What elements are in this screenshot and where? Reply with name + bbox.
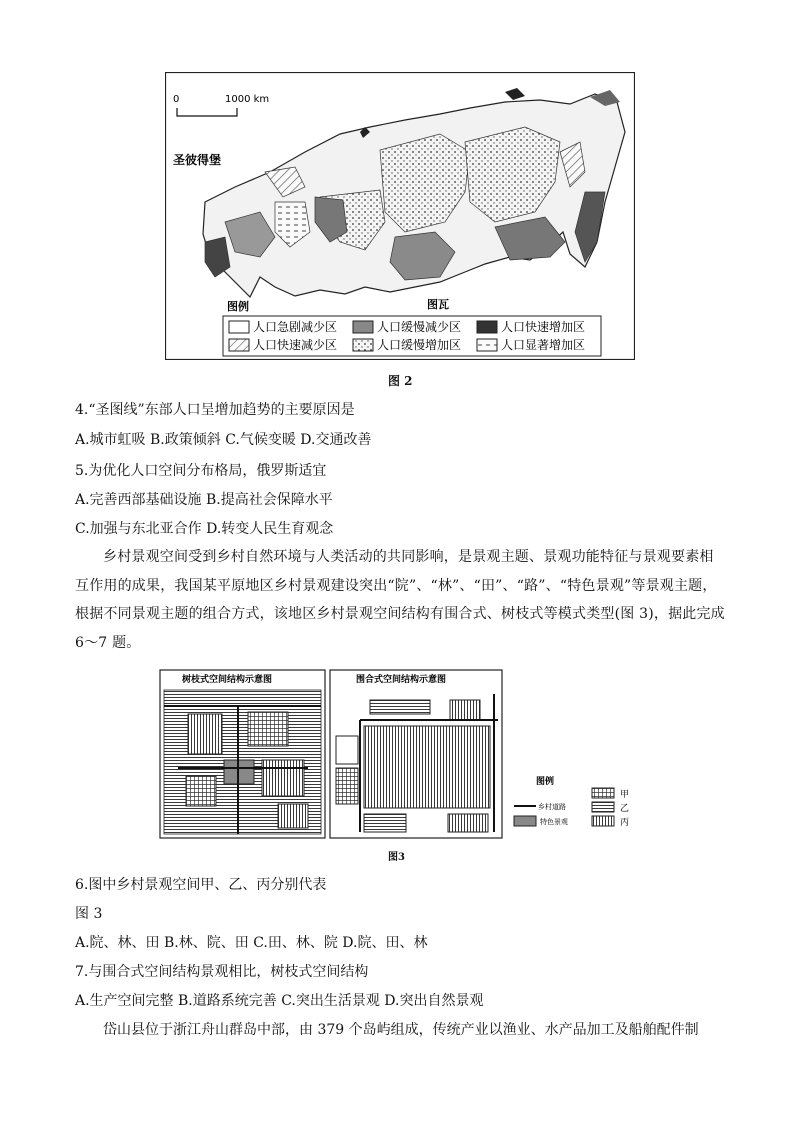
legend-label-yi: 乙	[620, 804, 630, 814]
legend-label-bing: 丙	[620, 818, 630, 828]
figure-2-caption: 图 2	[388, 374, 413, 388]
question-5-options-1: A.完善西部基础设施 B.提高社会保障水平	[75, 492, 333, 508]
right-panel-title: 围合式空间结构示意图	[356, 675, 447, 685]
legend-swatch-slow-decrease	[353, 321, 373, 333]
left-panel-title: 树枝式空间结构示意图	[182, 675, 273, 685]
legend-label-6: 人口显著增加区	[501, 338, 586, 352]
figure-3-caption: 图3	[388, 852, 405, 863]
legend-swatch-yi	[592, 802, 614, 812]
question-6: 6.图中乡村景观空间甲、乙、丙分别代表	[75, 877, 327, 893]
legend-swatch-slow-increase	[353, 339, 373, 351]
legend-label-road: 乡村道路	[538, 803, 566, 811]
legend-label-special: 特色景观	[540, 818, 568, 826]
fig2-legend-title: 图例	[227, 300, 249, 313]
question-4-options: A.城市虹吸 B.政策倾斜 C.气候变暖 D.交通改善	[75, 432, 372, 448]
legend-label-jia: 甲	[620, 790, 630, 800]
scale-label: 1000 km	[225, 94, 270, 105]
legend-swatch-fast-decrease	[229, 339, 249, 351]
question-4: 4.“圣图线”东部人口呈增加趋势的主要原因是	[75, 402, 355, 418]
figure-2-map	[165, 72, 635, 360]
fig2-map-note: 图瓦	[427, 298, 449, 311]
passage-rural-landscape: 乡村景观空间受到乡村自然环境与人类活动的共同影响，是景观主题、景观功能特征与景观要素相互作用的成果，我国某平原地区乡村景观建设突出“院”、“林”、“田”、“路”、“特色景观”等景观主题，根据不同景观主题的组合方式，该地区乡村景观空间结构有围合式、树枝式等模式类型(图 3)，据此完成 6～7 题。	[75, 549, 725, 651]
legend-swatch-jia	[592, 788, 614, 798]
legend-swatch-special	[514, 816, 536, 826]
legend-label-4: 人口快速减少区	[253, 338, 338, 352]
figure-3-reference: 图 3	[75, 906, 103, 922]
fig3-legend-title: 图例	[536, 777, 555, 787]
question-7-options: A.生产空间完整 B.道路系统完善 C.突出生活景观 D.突出自然景观	[75, 993, 484, 1009]
passage-daishan: 岱山县位于浙江舟山群岛中部，由 379 个岛屿组成，传统产业以渔业、水产品加工及船舶配件制	[103, 1022, 699, 1038]
legend-label-2: 人口缓慢减少区	[377, 320, 462, 334]
legend-swatch-bing	[592, 816, 614, 826]
figure-3-diagram	[158, 664, 644, 864]
legend-label-3: 人口快速增加区	[501, 320, 586, 334]
scale-zero: 0	[173, 94, 180, 105]
question-7: 7.与围合式空间结构景观相比，树枝式空间结构	[75, 964, 369, 980]
legend-swatch-significant-increase	[477, 339, 497, 351]
legend-label-5: 人口缓慢增加区	[377, 338, 462, 352]
legend-label-1: 人口急剧减少区	[253, 320, 338, 334]
legend-swatch-sharp-decrease	[229, 321, 249, 333]
question-6-options: A.院、林、田 B.林、院、田 C.田、林、院 D.院、田、林	[75, 935, 428, 951]
question-5-options-2: C.加强与东北亚合作 D.转变人民生育观念	[75, 521, 334, 537]
question-5: 5.为优化人口空间分布格局，俄罗斯适宜	[75, 463, 327, 479]
legend-swatch-fast-increase	[477, 321, 497, 333]
city-label-st-petersburg: 圣彼得堡	[173, 153, 222, 167]
